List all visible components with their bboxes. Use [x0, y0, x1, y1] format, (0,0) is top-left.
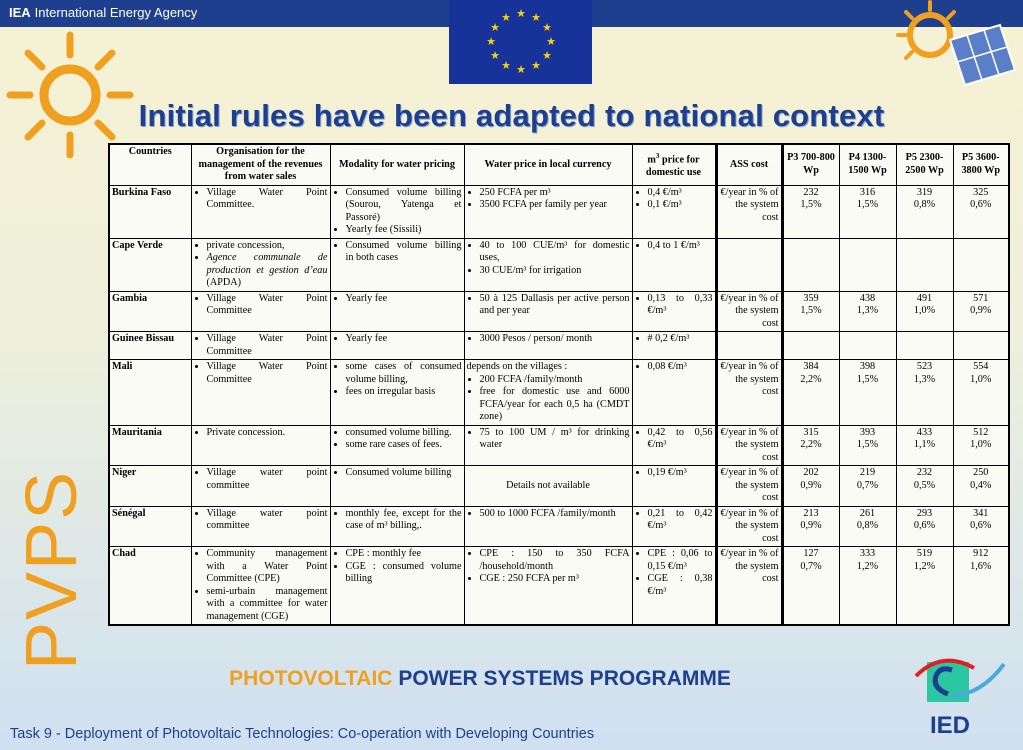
p4-cell: 438 1,3%	[839, 291, 896, 332]
country-cell: Burkina Faso	[109, 185, 191, 238]
p5b-cell: 512 1,0%	[953, 425, 1009, 466]
svg-text:★: ★	[542, 21, 552, 34]
organisation-cell: • Village water point committee	[191, 506, 330, 547]
p3-cell: 202 0,9%	[782, 466, 839, 507]
svg-text:★: ★	[490, 49, 500, 62]
water-pricing-table	[108, 143, 1010, 626]
m3-price-cell: • 0,21 to 0,42 €/m³	[632, 506, 716, 547]
table-row-cape-verde	[109, 238, 1009, 291]
p5a-cell: 232 0,5%	[896, 466, 953, 507]
p5b-cell: 250 0,4%	[953, 466, 1009, 507]
modality-cell: • Consumed volume billing in both cases	[330, 238, 464, 291]
ass-cost-cell: €/year in % of the system cost	[716, 506, 782, 547]
p5b-cell	[953, 238, 1009, 291]
col-header-p5b: P5 3600-3800 Wp	[953, 144, 1009, 185]
p4-cell: 398 1,5%	[839, 360, 896, 426]
iea-label: IEA International Energy Agency	[9, 5, 198, 20]
modality-cell: • CPE : monthly fee • CGE : consumed volume billing	[330, 547, 464, 626]
table-row-senegal	[109, 506, 1009, 547]
p3-cell	[782, 332, 839, 360]
p5a-cell: 319 0,8%	[896, 185, 953, 238]
col-header-countries: Countries	[109, 144, 191, 185]
country-cell: Niger	[109, 466, 191, 507]
water-price-cell: depends on the villages : • 200 FCFA /family/month • free for domestic use and 6000 FCFA/year for each 0,5 ha (CMDT zone)	[464, 360, 632, 426]
water-price-cell: • CPE : 150 to 350 FCFA /household/month • CGE : 250 FCFA per m³	[464, 547, 632, 626]
p5a-cell: 433 1,1%	[896, 425, 953, 466]
country-cell: Mali	[109, 360, 191, 426]
svg-text:★: ★	[516, 63, 526, 76]
svg-text:★: ★	[546, 35, 556, 48]
p4-cell: 219 0,7%	[839, 466, 896, 507]
ass-cost-cell: €/year in % of the system cost	[716, 425, 782, 466]
water-price-cell: • 500 to 1000 FCFA /family/month	[464, 506, 632, 547]
col-header-water-price: Water price in local currency	[464, 144, 632, 185]
col-header-modality: Modality for water pricing	[330, 144, 464, 185]
country-cell: Guinee Bissau	[109, 332, 191, 360]
p5a-cell: 519 1,2%	[896, 547, 953, 626]
m3-price-cell: • 0,4 €/m³ • 0,1 €/m³	[632, 185, 716, 238]
organisation-cell: • Private concession.	[191, 425, 330, 466]
country-cell: Mauritania	[109, 425, 191, 466]
ass-cost-cell	[716, 332, 782, 360]
water-price-cell: • 3000 Pesos / person/ month	[464, 332, 632, 360]
modality-cell: • Consumed volume billing (Sourou, Yatenga et Passoré) • Yearly fee (Sissili)	[330, 185, 464, 238]
modality-cell: • consumed volume billing. • some rare cases of fees.	[330, 425, 464, 466]
svg-text:★: ★	[531, 11, 541, 24]
p5b-cell: 341 0,6%	[953, 506, 1009, 547]
modality-cell: • Consumed volume billing	[330, 466, 464, 507]
p5b-cell: 571 0,9%	[953, 291, 1009, 332]
m3-price-cell: • 0,42 to 0,56 €/m³	[632, 425, 716, 466]
m3-price-cell: • CPE : 0,06 to 0,15 €/m³ • CGE : 0,38 €/m³	[632, 547, 716, 626]
p4-cell	[839, 238, 896, 291]
col-header-m3-price: $m^3$ price for domestic use	[632, 144, 716, 185]
ass-cost-cell: €/year in % of the system cost	[716, 547, 782, 626]
water-price-cell: • 75 to 100 UM / m³ for drinking water	[464, 425, 632, 466]
organisation-cell: • private concession, • Agence communale de production et gestion d’eau (APDA)	[191, 238, 330, 291]
organisation-cell: • Community management with a Water Point Committee (CPE) • semi-urbain management with a committee for water management (CGE)	[191, 547, 330, 626]
p4-cell: 316 1,5%	[839, 185, 896, 238]
p3-cell: 127 0,7%	[782, 547, 839, 626]
p5b-cell: 554 1,0%	[953, 360, 1009, 426]
p5a-cell: 293 0,6%	[896, 506, 953, 547]
p4-cell: 393 1,5%	[839, 425, 896, 466]
m3-price-cell: • 0,4 to 1 €/m³	[632, 238, 716, 291]
modality-cell: • some cases of consumed volume billing, • fees on irregular basis	[330, 360, 464, 426]
water-price-cell: • 40 to 100 CUE/m³ for domestic uses, • 30 CUE/m³ for irrigation	[464, 238, 632, 291]
country-cell: Cape Verde	[109, 238, 191, 291]
p5a-cell: 523 1,3%	[896, 360, 953, 426]
p5a-cell: 491 1,0%	[896, 291, 953, 332]
organisation-cell: • Village water point committee	[191, 466, 330, 507]
table-row-gambia	[109, 291, 1009, 332]
table-row-mauritania	[109, 425, 1009, 466]
svg-text:★: ★	[501, 11, 511, 24]
organisation-cell: • Village Water Point Committee	[191, 360, 330, 426]
country-cell: Gambia	[109, 291, 191, 332]
table-row-guinee-bissau	[109, 332, 1009, 360]
p3-cell	[782, 238, 839, 291]
organisation-cell: • Village Water Point Committee.	[191, 185, 330, 238]
organisation-cell: • Village Water Point Committee	[191, 291, 330, 332]
p5a-cell	[896, 238, 953, 291]
svg-text:★: ★	[516, 7, 526, 20]
water-price-cell: • 50 à 125 Dallasis per active person and per year	[464, 291, 632, 332]
organisation-cell: • Village Water Point Committee	[191, 332, 330, 360]
m3-price-cell: • # 0,2 €/m³	[632, 332, 716, 360]
ass-cost-cell: €/year in % of the system cost	[716, 291, 782, 332]
p5b-cell	[953, 332, 1009, 360]
ass-cost-cell: €/year in % of the system cost	[716, 360, 782, 426]
ied-logo-icon	[912, 654, 1007, 719]
p5b-cell: 325 0,6%	[953, 185, 1009, 238]
p4-cell: 333 1,2%	[839, 547, 896, 626]
water-price-cell: • 250 FCFA per m³ • 3500 FCFA per family per year	[464, 185, 632, 238]
p5b-cell: 912 1,6%	[953, 547, 1009, 626]
water-price-cell: Details not available	[464, 466, 632, 507]
svg-text:★: ★	[501, 59, 511, 72]
p5a-cell	[896, 332, 953, 360]
p4-cell	[839, 332, 896, 360]
m3-price-cell: • 0,19 €/m³	[632, 466, 716, 507]
footer-task-text: Task 9 - Deployment of Photovoltaic Technologies: Co-operation with Developing Countries	[10, 726, 595, 742]
col-header-p3: P3 700-800 Wp	[782, 144, 839, 185]
svg-text:★: ★	[531, 59, 541, 72]
modality-cell: • Yearly fee	[330, 332, 464, 360]
p3-cell: 232 1,5%	[782, 185, 839, 238]
col-header-organisation: Organisation for the management of the revenues from water sales	[191, 144, 330, 185]
col-header-ass-cost: ASS cost	[716, 144, 782, 185]
p3-cell: 384 2,2%	[782, 360, 839, 426]
table-row-chad	[109, 547, 1009, 626]
table-header-row	[109, 144, 1009, 185]
m3-price-cell: • 0,13 to 0,33 €/m³	[632, 291, 716, 332]
table-row-mali	[109, 360, 1009, 426]
country-cell: Sénégal	[109, 506, 191, 547]
programme-title: PHOTOVOLTAIC POWER SYSTEMS PROGRAMME	[229, 667, 731, 690]
svg-text:★: ★	[542, 49, 552, 62]
modality-cell: • Yearly fee	[330, 291, 464, 332]
m3-price-cell: • 0,08 €/m³	[632, 360, 716, 426]
col-header-p5a: P5 2300-2500 Wp	[896, 144, 953, 185]
svg-text:★: ★	[486, 35, 496, 48]
country-cell: Chad	[109, 547, 191, 626]
ass-cost-cell	[716, 238, 782, 291]
svg-text:★: ★	[490, 21, 500, 34]
eu-flag-logo	[449, 0, 592, 84]
p3-cell: 359 1,5%	[782, 291, 839, 332]
ass-cost-cell: €/year in % of the system cost	[716, 466, 782, 507]
p3-cell: 315 2,2%	[782, 425, 839, 466]
p4-cell: 261 0,8%	[839, 506, 896, 547]
pvps-side-logo: PVPS	[12, 469, 92, 670]
table-row-niger	[109, 466, 1009, 507]
table-row-burkina-faso	[109, 185, 1009, 238]
p3-cell: 213 0,9%	[782, 506, 839, 547]
modality-cell: • monthly fee, except for the case of m³ billing,.	[330, 506, 464, 547]
ass-cost-cell: €/year in % of the system cost	[716, 185, 782, 238]
ied-label: IED	[930, 712, 971, 739]
slide-title: Initial rules have been adapted to national context	[138, 98, 885, 133]
col-header-p4: P4 1300-1500 Wp	[839, 144, 896, 185]
